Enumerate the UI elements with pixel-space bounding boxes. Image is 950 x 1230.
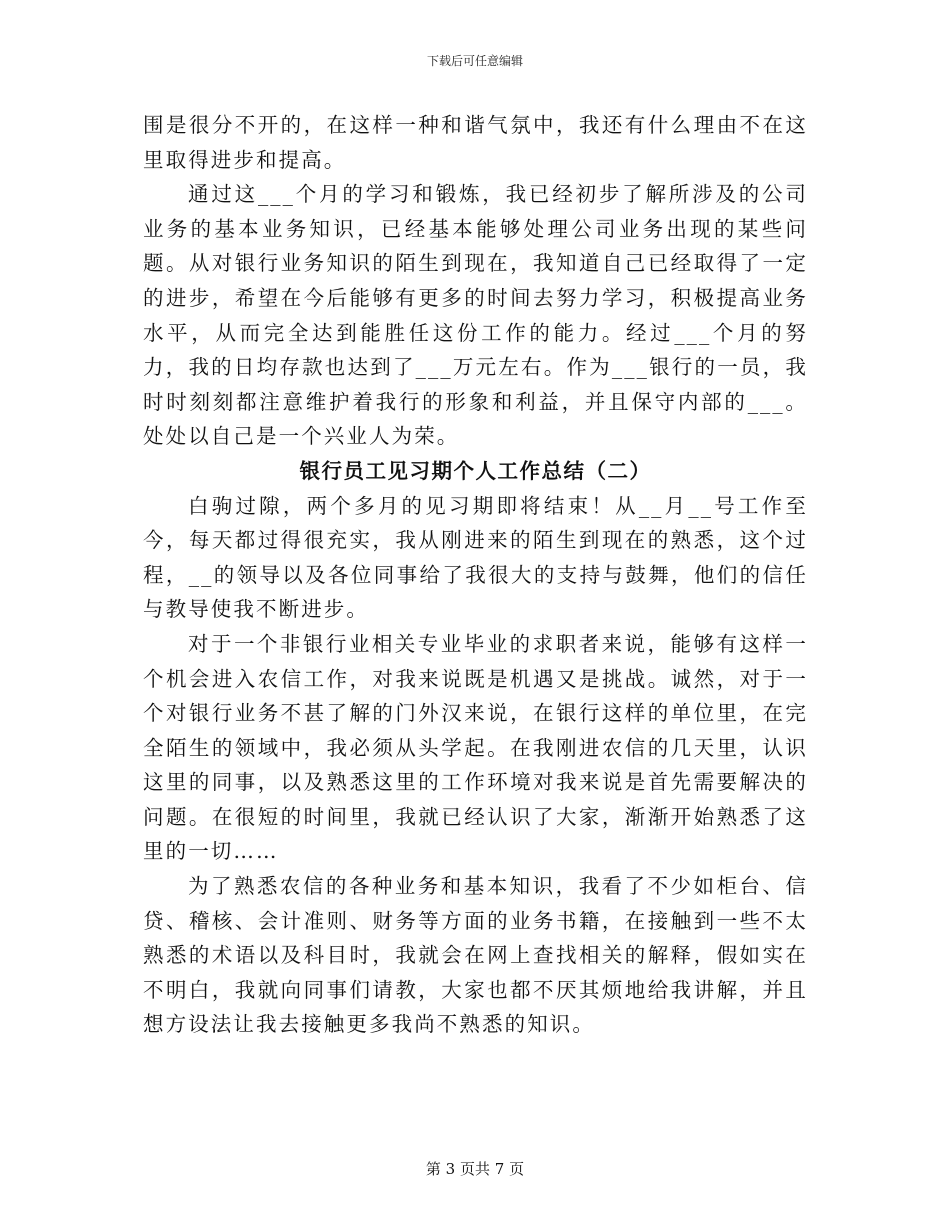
section-title: 银行员工见习期个人工作总结（二） (299, 458, 652, 483)
page-footer: 第 3 页共 7 页 (425, 1160, 525, 1178)
paragraph-challenge: 对于一个非银行业相关专业毕业的求职者来说，能够有这样一个机会进入农信工作，对我来说既是机遇又是挑战。诚然，对于一个对银行业务不甚了解的门外汉来说，在银行这样的单位里，在完全陌生的领域中，我必须从头学起。在我刚进农信的几天里，认识这里的同事，以及熟悉这里的工作环境对我来说是首先需要解决的问题。在很短的时间里，我就已经认识了大家，渐渐开始熟悉了这里的一切…… (143, 631, 808, 864)
paragraph-learning: 为了熟悉农信的各种业务和基本知识，我看了不少如柜台、信贷、稽核、会计准则、财务等方面的业务书籍，在接触到一些不太熟悉的术语以及科目时，我就会在网上查找相关的解释，假如实在不明白，我就向同事们请教，大家也都不厌其烦地给我讲解，并且想方设法让我去接触更多我尚不熟悉的知识。 (143, 874, 808, 1037)
page-header: 下载后可任意编辑 (426, 54, 523, 68)
paragraph-continuation: 围是很分不开的，在这样一种和谐气氛中，我还有什么理由不在这里取得进步和提高。 (143, 113, 808, 172)
paragraph-intro: 白驹过隙，两个多月的见习期即将结束！从__月__号工作至今，每天都过得很充实，我从刚进来的陌生到现在的熟悉，这个过程，__的领导以及各位同事给了我很大的支持与鼓舞，他们的信任与教导使我不断进步。 (143, 493, 808, 622)
document-body (143, 108, 808, 1042)
paragraph-progress: 通过这___个月的学习和锻炼，我已经初步了解所涉及的公司业务的基本业务知识，已经基本能够处理公司业务出现的某些问题。从对银行业务知识的陌生到现在，我知道自己已经取得了一定的进步，希望在今后能够有更多的时间去努力学习，积极提高业务水平，从而完全达到能胜任这份工作的能力。经过___个月的努力，我的日均存款也达到了___万元左右。作为___银行的一员，我时时刻刻都注意维护着我行的形象和利益，并且保守内部的___。处处以自己是一个兴业人为荣。 (143, 182, 808, 449)
